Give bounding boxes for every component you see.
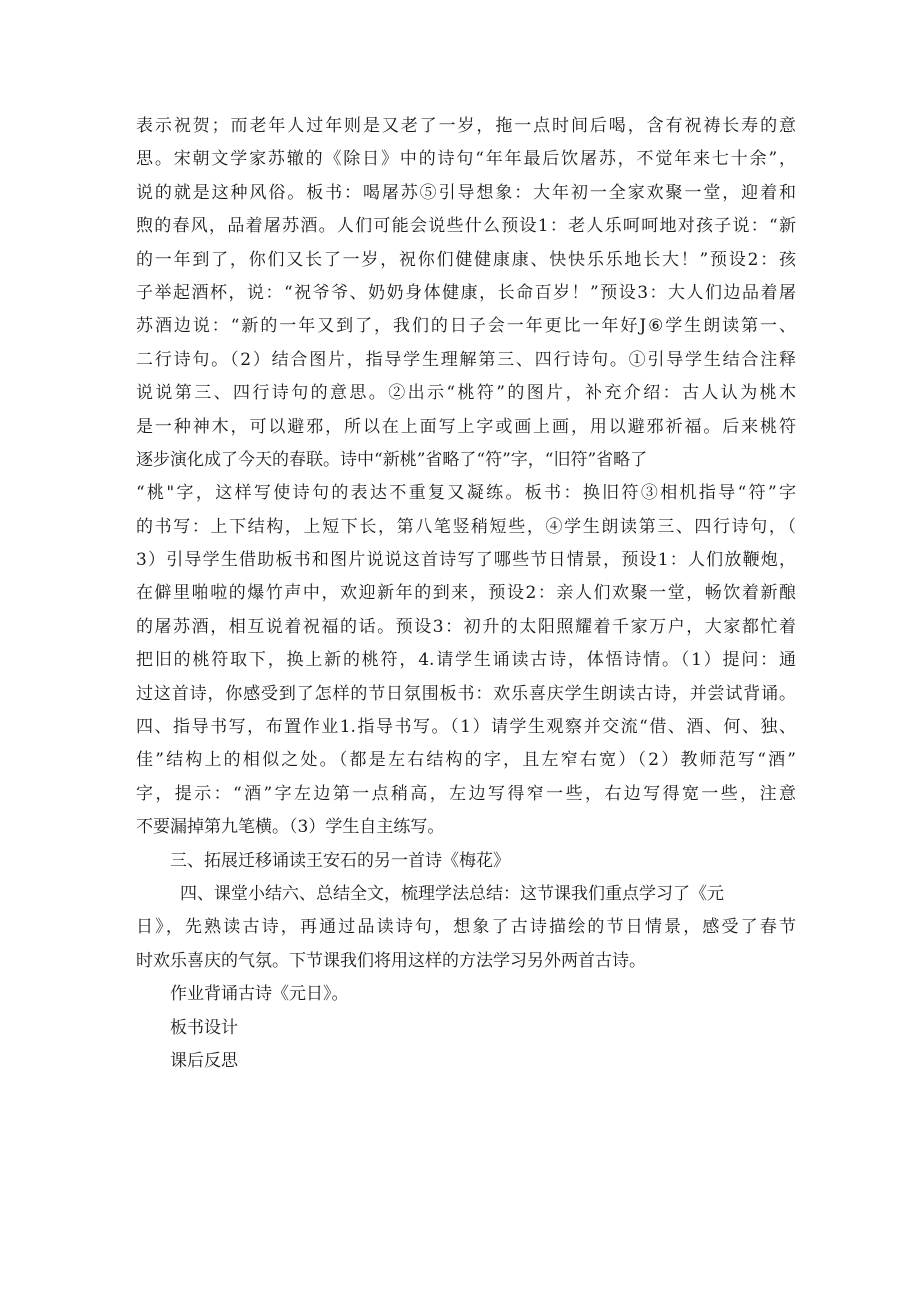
paragraph-line: 把旧的桃符取下，换上新的桃符，4.请学生诵读古诗，体悟诗情。（1）提问：通 [136,650,796,671]
paragraph-line: 表示祝贺；而老年人过年则是又老了一岁，拖一点时间后喝，含有祝祷长寿的意 [136,116,796,136]
paragraph-line: 日》，先熟读古诗，再通过品读诗句，想象了古诗描绘的节日情景，感受了春节 [136,917,796,938]
paragraph-line: 不要漏掉第九笔横。（3）学生自主练写。 [136,817,445,838]
paragraph-line: 过这首诗，你感受到了怎样的节日氛围板书：欢乐喜庆学生朗读古诗，并尝试背诵。 [136,683,796,704]
paragraph-line: 四、课堂小结六、总结全文，梳理学法总结：这节课我们重点学习了《元 [180,883,724,904]
section-heading: 三、拓展迁移诵读王安石的另一首诗《梅花》 [170,850,510,871]
paragraph-line: 逐步演化成了今天的春联。诗中“新桃”省略了“符”字，“旧符”省略了 [136,449,648,470]
paragraph-line: 煦的春风，品着屠苏酒。人们可能会说些什么预设1：老人乐呵呵地对孩子说：“新 [136,216,796,237]
paragraph-line: 四、指导书写，布置作业1.指导书写。（1）请学生观察并交流“借、酒、何、独、 [136,717,796,738]
board-design-heading: 板书设计 [170,1017,238,1038]
paragraph-line: 二行诗句。（2）结合图片，指导学生理解第三、四行诗句。①引导学生结合注释 [136,349,796,370]
paragraph-line: 说的就是这种风俗。板书：喝屠苏⑤引导想象：大年初一全家欢聚一堂，迎着和 [136,182,796,203]
reflection-heading: 课后反思 [170,1050,238,1071]
paragraph-line: 子举起酒杯，说：“祝爷爷、奶奶身体健康，长命百岁！”预设3：大人们边品着屠 [136,282,796,303]
paragraph-line: 时欢乐喜庆的气氛。下节课我们将用这样的方法学习另外两首古诗。 [136,950,646,971]
paragraph-line: 的一年到了，你们又长了一岁，祝你们健健康康、快快乐乐地长大！”预设2：孩 [136,249,796,270]
paragraph-line: 思。宋朝文学家苏辙的《除日》中的诗句“年年最后饮屠苏，不觉年来七十余”， [136,149,796,170]
paragraph-line: 苏酒边说：“新的一年又到了，我们的日子会一年更比一年好J⑥学生朗读第一、 [136,316,796,337]
paragraph-line: 说说第三、四行诗句的意思。②出示“桃符”的图片，补充介绍：古人认为桃木 [136,383,796,404]
homework-line: 作业背诵古诗《元日》。 [170,984,349,1005]
paragraph-line: 的屠苏酒，相互说着祝福的话。预设3：初升的太阳照耀着千家万户，大家都忙着 [136,616,796,637]
paragraph-line: 字，提示：“酒”字左边第一点稍高，左边写得窄一些，右边写得宽一些，注意 [136,783,796,804]
paragraph-line: 的书写：上下结构，上短下长，第八笔竖稍短些，④学生朗读第三、四行诗句，（ [136,516,796,537]
paragraph-line: 佳”结构上的相似之处。（都是左右结构的字，且左窄右宽）（2）教师范写“酒” [136,750,796,771]
paragraph-line: 3）引导学生借助板书和图片说说这首诗写了哪些节日情景，预设1：人们放鞭炮， [136,550,796,571]
paragraph-line: “桃"字，这样写使诗句的表达不重复又凝练。板书：换旧符③相机指导“符”字 [136,483,796,504]
paragraph-line: 是一种神木，可以避邪，所以在上面写上字或画上画，用以避邪祈福。后来桃符 [136,416,796,437]
document-body [136,110,796,1078]
paragraph-line: 在僻里啪啦的爆竹声中，欢迎新年的到来，预设2：亲人们欢聚一堂，畅饮着新酿 [136,583,796,604]
